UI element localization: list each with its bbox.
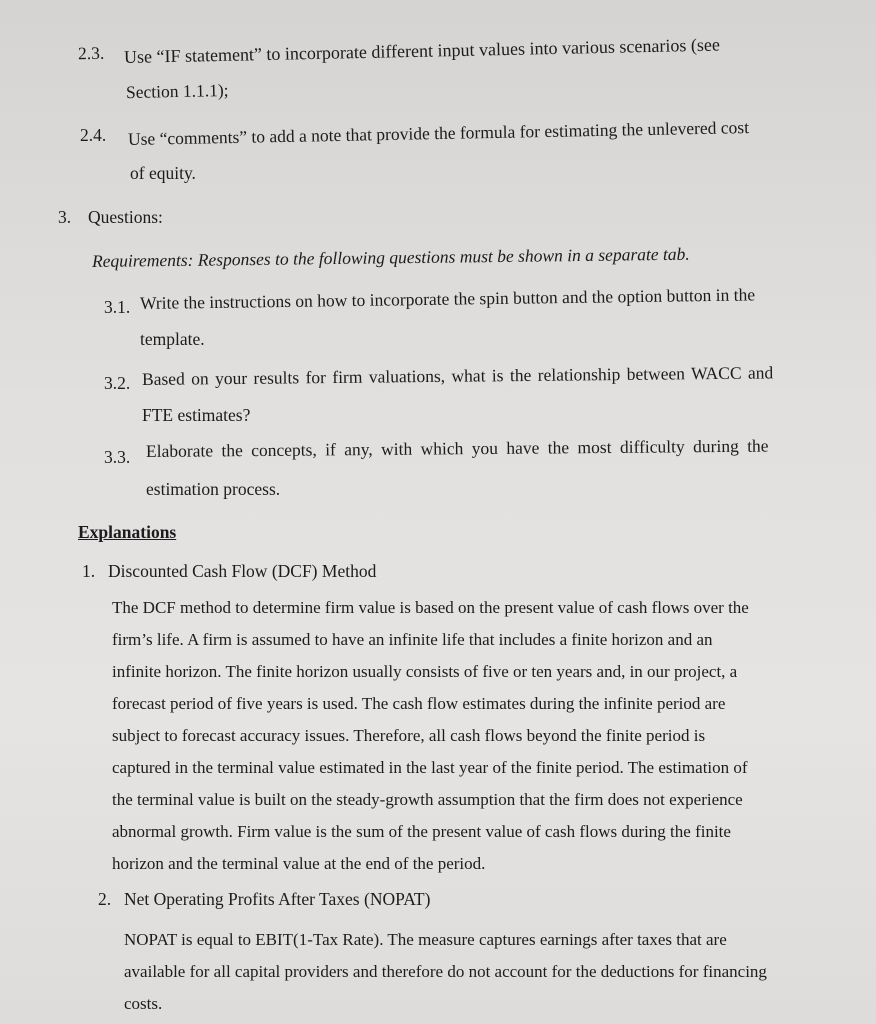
item-2-3-number: 2.3. <box>77 42 105 64</box>
question-3-1-line-2: template. <box>140 329 205 349</box>
explanation-1-line: horizon and the terminal value at the end of the period. <box>112 854 486 873</box>
item-2-3-line-2: Section 1.1.1); <box>125 79 229 103</box>
question-3-3-line-2: estimation process. <box>146 479 281 499</box>
explanation-2-number: 2. <box>98 889 112 909</box>
question-3-2-line-1: Based on your results for firm valuations, what is the relationship between WACC and <box>141 362 774 389</box>
item-2-4-line-1: Use “comments” to add a note that provide the formula for estimating the unlevered cost <box>127 117 750 149</box>
explanation-1-line: abnormal growth. Firm value is the sum of the present value of cash flows during the finite <box>112 822 731 841</box>
requirements-text: Requirements: Responses to the following questions must be shown in a separate tab. <box>91 243 690 271</box>
explanation-1-line: captured in the terminal value estimated in the last year of the finite period. The estimation of <box>112 758 748 777</box>
explanation-1-line: The DCF method to determine firm value is based on the present value of cash flows over the <box>112 598 749 617</box>
explanation-1-title: Discounted Cash Flow (DCF) Method <box>108 561 377 581</box>
explanation-1-paragraph <box>112 592 804 880</box>
item-2-4-number: 2.4. <box>80 125 107 145</box>
explanations-heading: Explanations <box>78 522 177 542</box>
explanation-2-title: Net Operating Profits After Taxes (NOPAT) <box>124 889 431 909</box>
explanation-2-line: available for all capital providers and therefore do not account for the deductions for financing <box>124 962 767 981</box>
explanation-1-line: firm’s life. A firm is assumed to have an infinite life that includes a finite horizon and an <box>112 630 713 649</box>
item-2-4-line-2: of equity. <box>130 163 196 183</box>
item-2-3-line-1: Use “IF statement” to incorporate different input values into various scenarios (see <box>123 34 721 67</box>
explanation-2-paragraph <box>124 924 806 1020</box>
question-3-3-line-1: Elaborate the concepts, if any, with which you have the most difficulty during the <box>145 435 769 461</box>
explanation-1-number: 1. <box>82 561 96 581</box>
question-3-1-number: 3.1. <box>104 297 131 317</box>
explanation-1-line: the terminal value is built on the steady-growth assumption that the firm does not experience <box>112 790 743 809</box>
explanation-1-line: subject to forecast accuracy issues. Therefore, all cash flows beyond the finite period is <box>112 726 706 745</box>
question-3-1-line-1: Write the instructions on how to incorporate the spin button and the option button in the <box>139 284 756 313</box>
section-3-number: 3. <box>58 207 72 227</box>
question-3-3-number: 3.3. <box>104 447 131 467</box>
explanation-1-line: infinite horizon. The finite horizon usually consists of five or ten years and, in our project, a <box>112 662 738 681</box>
explanation-2-line: NOPAT is equal to EBIT(1-Tax Rate). The measure captures earnings after taxes that are <box>124 930 727 949</box>
question-3-2-line-2: FTE estimates? <box>142 405 251 425</box>
explanation-2-line: costs. <box>124 994 163 1013</box>
section-3-title: Questions: <box>88 207 163 227</box>
question-3-2-number: 3.2. <box>104 373 131 393</box>
explanation-1-line: forecast period of five years is used. The cash flow estimates during the infinite period are <box>112 694 726 713</box>
